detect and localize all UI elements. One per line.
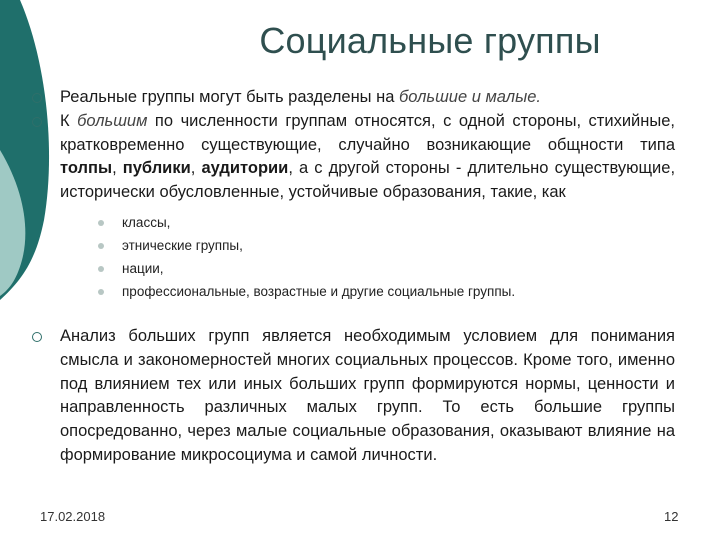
bold-term: толпы xyxy=(60,159,113,178)
ring-bullet-icon xyxy=(32,332,42,342)
slide-title: Социальные группы xyxy=(259,20,601,61)
sub-list xyxy=(30,211,675,303)
bullet-large-groups xyxy=(30,110,675,205)
emphasis-text: большим xyxy=(77,111,148,130)
bullet-text: Реальные группы могут быть разделены на xyxy=(60,88,399,106)
footer-date: 17.02.2018 xyxy=(40,509,106,524)
bullet-text: по численности группам относятся, с одной стороны, стихийные, кратковременно существующие, случайно возникающие общности типа xyxy=(60,111,675,154)
list-item-text: нации, xyxy=(122,260,164,276)
list-item-text: классы, xyxy=(122,214,171,230)
bold-term: публики xyxy=(122,159,191,178)
bullet-text: , а с другой стороны - длительно существующие, исторически обусловленные, устойчивые образования, такие, как xyxy=(60,159,676,202)
slide-number: 12 xyxy=(664,509,679,524)
ring-bullet-icon xyxy=(32,117,42,127)
dot-bullet-icon xyxy=(98,289,104,295)
emphasis-text: большие и малые. xyxy=(399,88,541,106)
bullet-analysis xyxy=(30,325,675,468)
list-item xyxy=(92,280,675,303)
bullet-text: Анализ больших групп является необходимым условием для понимания смысла и закономерностей многих социальных процессов. Кроме того, именно под влиянием тех или иных больших групп формируются нормы, ценности и направленность различных малых групп. То есть большие группы опосредованно, через малые социальные образования, оказывают влияние на формирование микросоциума и самой личности. xyxy=(60,326,675,464)
dot-bullet-icon xyxy=(98,266,104,272)
list-item xyxy=(92,211,675,234)
bullet-text: К xyxy=(60,111,78,130)
list-item-text: профессиональные, возрастные и другие социальные группы. xyxy=(122,283,516,299)
dot-bullet-icon xyxy=(98,220,104,226)
dot-bullet-icon xyxy=(98,243,104,249)
list-item xyxy=(92,234,675,257)
separator: , xyxy=(112,159,123,178)
list-item-text: этнические группы, xyxy=(122,237,243,253)
separator: , xyxy=(190,159,202,178)
bold-term: аудитории xyxy=(201,159,289,178)
ring-bullet-icon xyxy=(32,93,42,103)
bullet-real-groups xyxy=(30,86,675,110)
list-item xyxy=(92,257,675,280)
slide-body xyxy=(30,86,675,468)
